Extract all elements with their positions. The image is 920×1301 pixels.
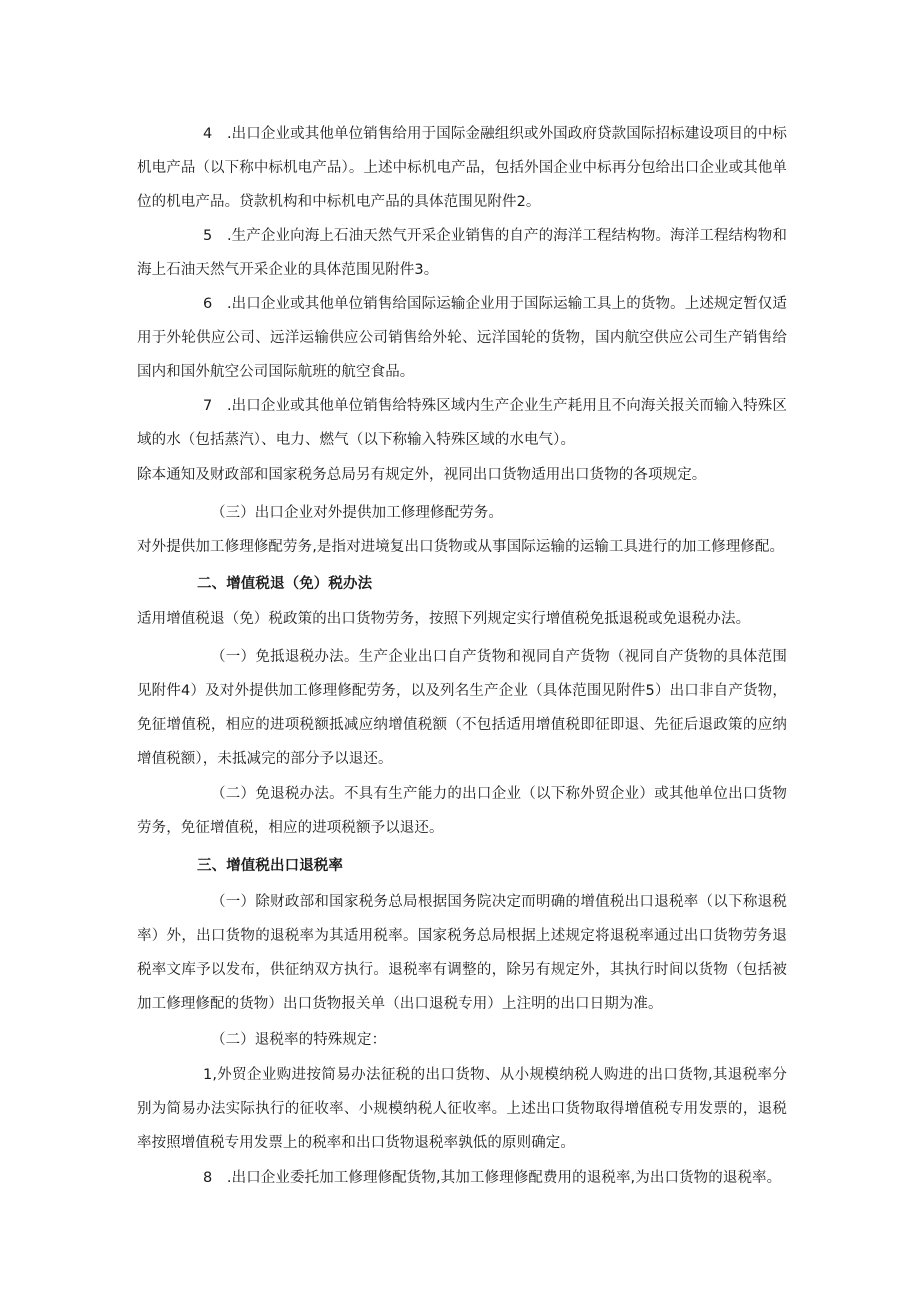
paragraph-general-rule: 除本通知及财政部和国家税务总局另有规定外，视同出口货物适用出口货物的各项规定。 bbox=[137, 467, 707, 483]
paragraph-item-4: 4 .出口企业或其他单位销售给用于国际金融组织或外国政府贷款国际招标建设项目的中标机电产品（以下称中标机电产品）。上述中标机电产品，包括外国企业中标再分包给出口企业或其他单位的机电产品。贷款机构和中标机电产品的具体范围见附件2。 bbox=[137, 126, 787, 210]
paragraph-processing-definition: 对外提供加工修理修配劳务,是指对进境复出口货物或从事国际运输的运输工具进行的加工修理修配。 bbox=[137, 539, 785, 555]
section-heading-two: 二、增值税退（免）税办法 bbox=[197, 576, 373, 592]
paragraph-item-5: 5 .生产企业向海上石油天然气开采企业销售的自产的海洋工程结构物。海洋工程结构物和海上石油天然气开采企业的具体范围见附件3。 bbox=[137, 228, 787, 278]
paragraph-refund-rate-general: （一）除财政部和国家税务总局根据国务院决定而明确的增值税出口退税率（以下称退税率）外，出口货物的退税率为其适用税率。国家税务总局根据上述规定将退税率通过出口货物劳务退税率文库予以发布，供征纳双方执行。退税率有调整的，除另有规定外，其执行时间以货物（包括被加工修理修配的货物）出口货物报关单（出口退税专用）上注明的出口日期为准。 bbox=[137, 894, 787, 1012]
paragraph-item-8: 8 .出口企业委托加工修理修配货物,其加工修理修配费用的退税率,为出口货物的退税率。 bbox=[203, 1170, 782, 1186]
section-heading-three: 三、增值税出口退税率 bbox=[197, 858, 343, 874]
paragraph-refund-methods-intro: 适用增值税退（免）税政策的出口货物劳务，按照下列规定实行增值税免抵退税或免退税办法。 bbox=[137, 611, 751, 627]
paragraph-exempt-refund: （二）免退税办法。不具有生产能力的出口企业（以下称外贸企业）或其他单位出口货物劳务，免征增值税，相应的进项税额予以退还。 bbox=[137, 786, 787, 836]
paragraph-item-6: 6 .出口企业或其他单位销售给国际运输企业用于国际运输工具上的货物。上述规定暂仅适用于外轮供应公司、远洋运输供应公司销售给外轮、远洋国轮的货物，国内航空供应公司生产销售给国内和国外航空公司国际航班的航空食品。 bbox=[137, 296, 787, 380]
paragraph-item-7: 7 .出口企业或其他单位销售给特殊区域内生产企业生产耗用且不向海关报关而输入特殊区域的水（包括蒸汽）、电力、燃气（以下称输入特殊区域的水电气）。 bbox=[137, 398, 787, 448]
paragraph-exempt-credit-refund: （一）免抵退税办法。生产企业出口自产货物和视同自产货物（视同自产货物的具体范围见附件4）及对外提供加工修理修配劳务，以及列名生产企业（具体范围见附件5）出口非自产货物，免征增值税，相应的进项税额抵减应纳增值税额（不包括适用增值税即征即退、先征后退政策的应纳增值税额），未抵减完的部分予以退还。 bbox=[137, 649, 787, 767]
subheading-three: （三）出口企业对外提供加工修理修配劳务。 bbox=[211, 505, 503, 521]
paragraph-special-rule-1: 1,外贸企业购进按简易办法征税的出口货物、从小规模纳税人购进的出口货物,其退税率分别为简易办法实际执行的征收率、小规模纳税人征收率。上述出口货物取得增值税专用发票的，退税率按照增值税专用发票上的税率和出口货物退税率孰低的原则确定。 bbox=[137, 1067, 787, 1151]
subheading-special-rules: （二）退税率的特殊规定： bbox=[211, 1032, 387, 1048]
